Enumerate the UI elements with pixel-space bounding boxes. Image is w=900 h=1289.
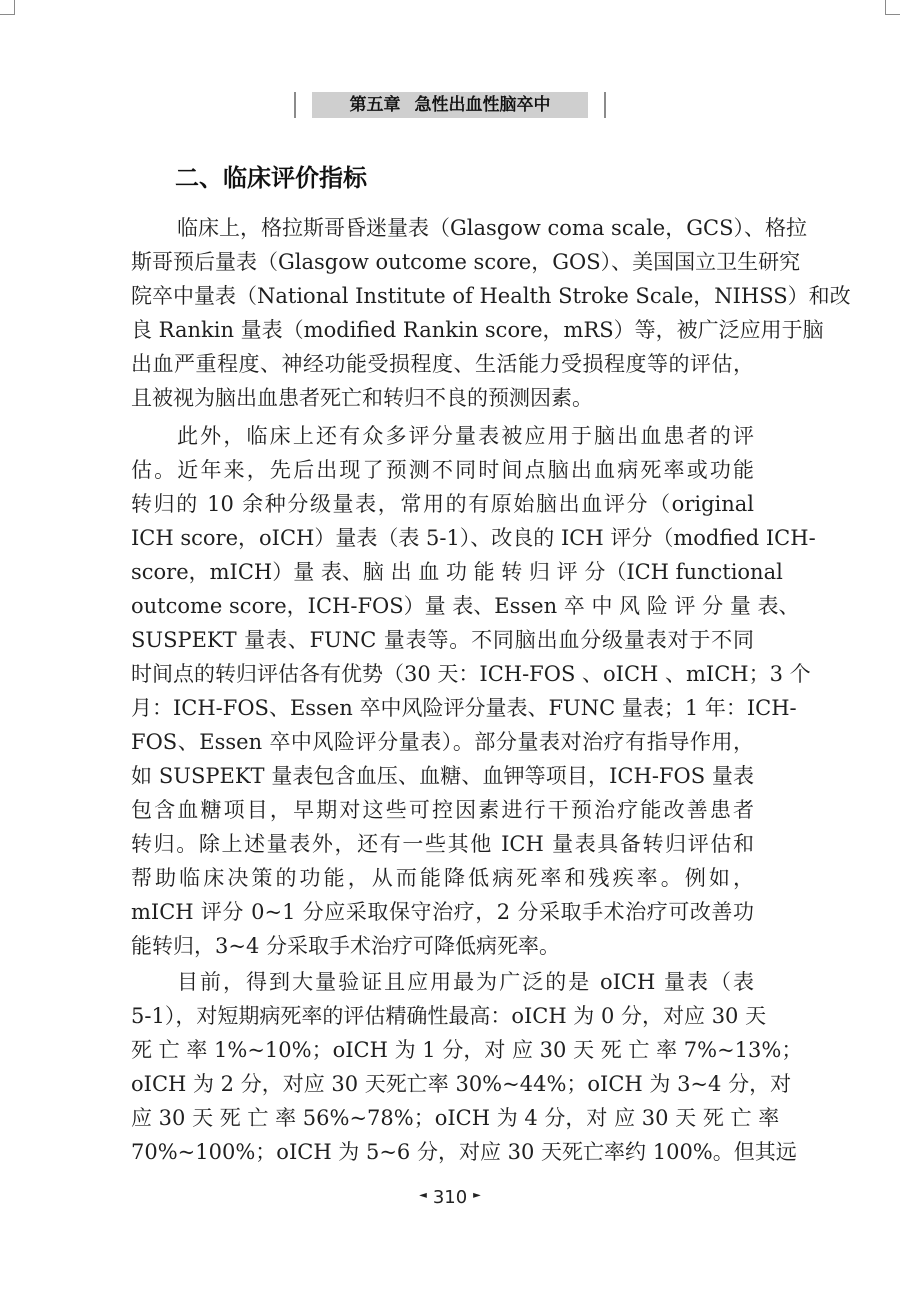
text-line: mICH 评分 0~1 分应采取保守治疗，2 分采取手术治疗可改善功 bbox=[131, 900, 754, 924]
running-head-box bbox=[312, 92, 588, 118]
text-line: 临床上，格拉斯哥昏迷量表（Glasgow coma scale，GCS）、格拉 bbox=[177, 216, 807, 240]
text-line: outcome score，ICH-FOS）量 表、Essen 卒 中 风 险 评 分 量 表、 bbox=[131, 594, 800, 618]
text-line: 转归。除上述量表外，还有一些其他 ICH 量表具备转归评估和 bbox=[131, 832, 754, 856]
text-line: 包含血糖项目，早期对这些可控因素进行干预治疗能改善患者 bbox=[131, 798, 754, 822]
text-line: 帮助临床决策的功能，从而能降低病死率和残疾率。例如， bbox=[131, 866, 754, 890]
right-triangle-icon: ► bbox=[473, 1190, 481, 1201]
running-head-right-rule bbox=[604, 92, 606, 118]
text-line: 应 30 天 死 亡 率 56%~78%；oICH 为 4 分，对 应 30 天 死 亡 率 bbox=[131, 1106, 780, 1130]
chapter-number: 第五章 bbox=[349, 95, 401, 115]
text-line: 目前，得到大量验证且应用最为广泛的是 oICH 量表（表 bbox=[177, 970, 754, 994]
chapter-title: 急性出血性脑卒中 bbox=[414, 95, 551, 115]
crop-mark-top-right bbox=[885, 0, 900, 15]
running-head-left-rule bbox=[294, 92, 296, 118]
text-line: 月：ICH-FOS、Essen 卒中风险评分量表、FUNC 量表；1 年：ICH- bbox=[131, 696, 797, 720]
page-number: 310 bbox=[432, 1187, 468, 1208]
text-line: 出血严重程度、神经功能受损程度、生活能力受损程度等的评估， bbox=[131, 352, 754, 376]
text-line: score，mICH）量 表、脑 出 血 功 能 转 归 评 分（ICH functional bbox=[131, 560, 783, 584]
section-heading: 二、临床评价指标 bbox=[175, 164, 367, 192]
left-triangle-icon: ◄ bbox=[419, 1190, 427, 1201]
text-line: FOS、Essen 卒中风险评分量表）。部分量表对治疗有指导作用， bbox=[131, 730, 754, 754]
text-line: 转归的 10 余种分级量表，常用的有原始脑出血评分（original bbox=[131, 492, 754, 516]
text-line: 院卒中量表（National Institute of Health Stroke Scale，NIHSS）和改 bbox=[131, 284, 851, 308]
text-line: 此外，临床上还有众多评分量表被应用于脑出血患者的评 bbox=[177, 424, 754, 448]
paragraph-1 bbox=[131, 211, 851, 415]
paragraph-3 bbox=[131, 965, 803, 1169]
paragraph-2 bbox=[131, 419, 816, 963]
text-line: 70%~100%；oICH 为 5~6 分，对应 30 天死亡率约 100%。但其远 bbox=[131, 1140, 797, 1164]
running-head bbox=[294, 92, 606, 118]
text-line: 斯哥预后量表（Glasgow outcome score，GOS）、美国国立卫生研究 bbox=[131, 250, 801, 274]
text-line: SUSPEKT 量表、FUNC 量表等。不同脑出血分级量表对于不同 bbox=[131, 628, 754, 652]
text-line: 能转归，3~4 分采取手术治疗可降低病死率。 bbox=[131, 934, 560, 958]
text-line: ICH score，oICH）量表（表 5-1）、改良的 ICH 评分（modfied ICH- bbox=[131, 526, 816, 550]
text-line: 时间点的转归评估各有优势（30 天：ICH-FOS 、oICH 、mICH；3 个 bbox=[131, 662, 811, 686]
text-line: 5-1），对短期病死率的评估精确性最高：oICH 为 0 分，对应 30 天 bbox=[131, 1004, 767, 1028]
page-number-footer bbox=[0, 1184, 900, 1212]
text-line: oICH 为 2 分，对应 30 天死亡率 30%~44%；oICH 为 3~4 分，对 bbox=[131, 1072, 792, 1096]
text-line: 且被视为脑出血患者死亡和转归不良的预测因素。 bbox=[131, 386, 593, 410]
crop-mark-top-left bbox=[0, 0, 15, 15]
text-line: 估。近年来，先后出现了预测不同时间点脑出血病死率或功能 bbox=[131, 458, 754, 482]
text-line: 死 亡 率 1%~10%；oICH 为 1 分，对 应 30 天 死 亡 率 7%~13%； bbox=[131, 1038, 803, 1062]
text-line: 良 Rankin 量表（modified Rankin score，mRS）等，被广泛应用于脑 bbox=[131, 318, 824, 342]
text-line: 如 SUSPEKT 量表包含血压、血糖、血钾等项目，ICH-FOS 量表 bbox=[131, 764, 754, 788]
